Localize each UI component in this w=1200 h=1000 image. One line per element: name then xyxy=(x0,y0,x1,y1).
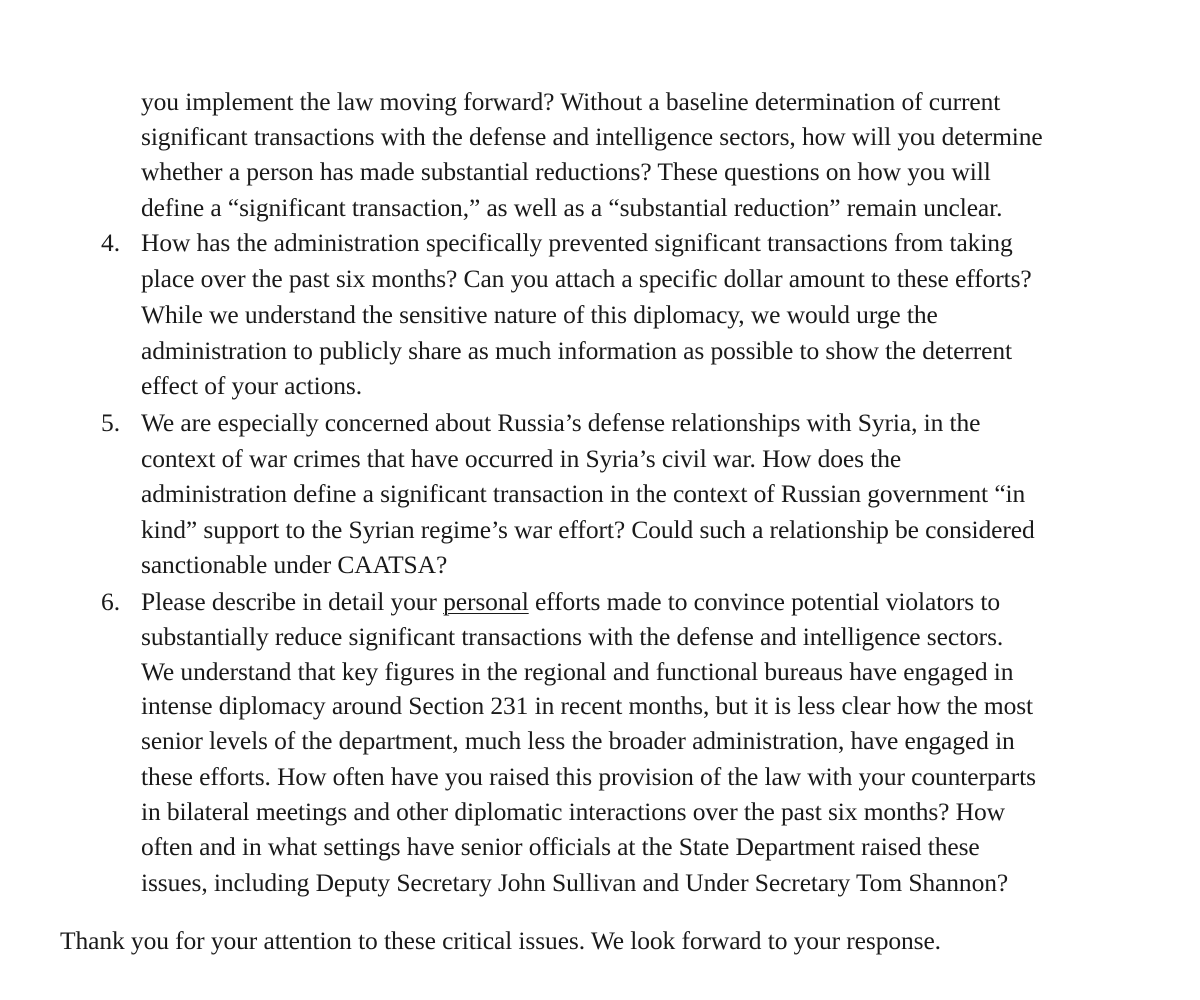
item-6-line: issues, including Deputy Secretary John Sullivan and Under Secretary Tom Shannon? xyxy=(141,868,1009,897)
continuation-line: significant transactions with the defense and intelligence sectors, how will you determine xyxy=(141,122,1043,151)
item-6-line: intense diplomacy around Section 231 in recent months, but it is less clear how the most xyxy=(141,691,1034,720)
item-4-line: effect of your actions. xyxy=(141,371,362,400)
item-6-first-line-pre: Please describe in detail your xyxy=(141,587,444,616)
item-6-first-line-post: efforts made to convince potential violators to xyxy=(528,587,1000,616)
item-6-number: 6. xyxy=(101,587,121,616)
item-5-line: context of war crimes that have occurred in Syria’s civil war. How does the xyxy=(141,444,902,473)
item-4-line: administration to publicly share as much information as possible to show the deterrent xyxy=(141,336,1012,365)
item-5-line: administration define a significant transaction in the context of Russian government “in xyxy=(141,479,1026,508)
item-4-line: While we understand the sensitive nature of this diplomacy, we would urge the xyxy=(141,300,938,329)
item-6-line: substantially reduce significant transactions with the defense and intelligence sectors. xyxy=(141,622,1004,651)
item-5-line: sanctionable under CAATSA? xyxy=(141,550,448,579)
item-5-line: We are especially concerned about Russia’s defense relationships with Syria, in the xyxy=(141,408,981,437)
item-6-line: We understand that key figures in the regional and functional bureaus have engaged in xyxy=(141,657,1014,686)
continuation-line: whether a person has made substantial reductions? These questions on how you will xyxy=(141,157,991,186)
item-4-number: 4. xyxy=(101,228,121,257)
item-4-line: How has the administration specifically prevented significant transactions from taking xyxy=(141,228,1013,257)
item-4-line: place over the past six months? Can you attach a specific dollar amount to these efforts? xyxy=(141,264,1032,293)
item-5-line: kind” support to the Syrian regime’s war effort? Could such a relationship be considered xyxy=(141,515,1035,544)
item-6-line: these efforts. How often have you raised this provision of the law with your counterparts xyxy=(141,762,1036,791)
item-6-line: in bilateral meetings and other diplomatic interactions over the past six months? How xyxy=(141,797,1005,826)
continuation-line: define a “significant transaction,” as well as a “substantial reduction” remain unclear. xyxy=(141,193,1003,222)
continuation-line: you implement the law moving forward? Without a baseline determination of current xyxy=(141,87,1001,116)
personal-underlined-word: personal xyxy=(443,587,529,616)
item-6-line: senior levels of the department, much less the broader administration, have engaged in xyxy=(141,726,1015,755)
item-5-number: 5. xyxy=(101,408,121,437)
item-6-first-line xyxy=(141,587,1000,617)
closing-sentence: Thank you for your attention to these critical issues. We look forward to your response. xyxy=(60,926,941,955)
item-6-line: often and in what settings have senior officials at the State Department raised these xyxy=(141,832,980,861)
